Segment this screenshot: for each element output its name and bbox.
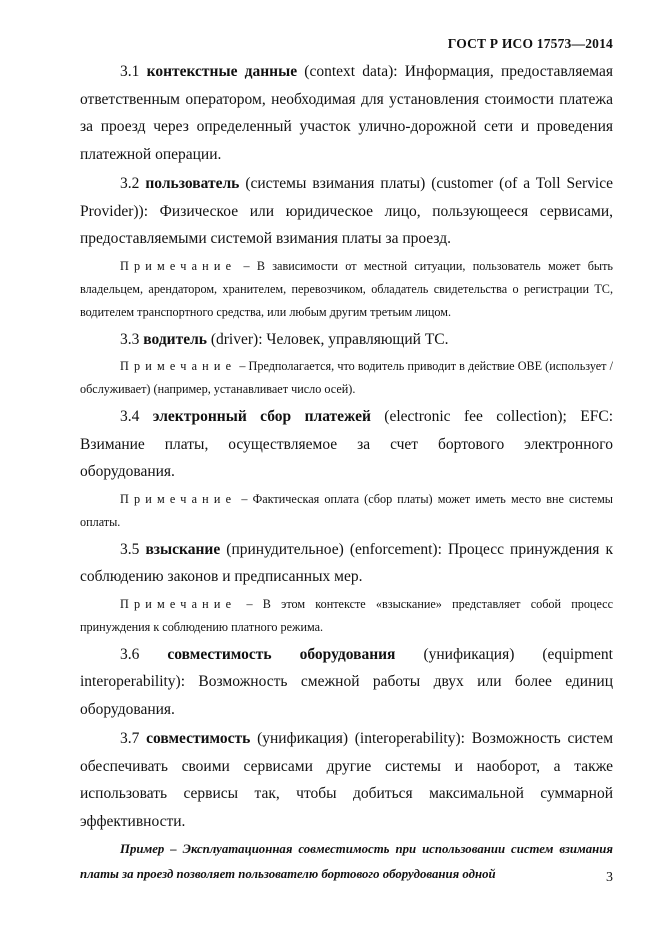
definition-text: (driver): Человек, управляющий ТС. <box>206 330 449 348</box>
note-text: – Фактическая оплата (сбор платы) может иметь место вне системы оплаты. <box>80 491 613 529</box>
document-body <box>80 58 613 887</box>
definition-3-6 <box>80 641 613 724</box>
entry-number: 3.4 <box>120 408 140 425</box>
definition-text: (electronic fee collection); EFC: Взимание платы, осуществляемое за счет бортового электронного оборудования. <box>80 408 614 480</box>
note-text: – В зависимости от местной ситуации, пользователь может быть владельцем, арендатором, хранителем, перевозчиком, обладатель свидетельства о регистрации ТС, водителем транспортного средства, или любым другим третьим лицом. <box>80 258 613 319</box>
definition-text: (унификация) (equipment interoperability): Возможность смежной работы двух или более единиц оборудования. <box>80 645 613 718</box>
note-label: Примечание <box>120 596 237 611</box>
note-label: Примечание <box>120 258 237 273</box>
entry-number: 3.7 <box>120 730 140 747</box>
definition-3-2 <box>80 170 613 253</box>
note-3-4 <box>80 488 613 534</box>
entry-number: 3.6 <box>120 645 140 663</box>
note-label: Примечание <box>120 491 237 506</box>
standard-header: ГОСТ Р ИСО 17573—2014 <box>447 36 613 51</box>
term-name: совместимость оборудования <box>167 645 396 663</box>
definition-text: (принудительное) (enforcement): Процесс принуждения к соблюдению законов и предписанных мер. <box>80 540 613 585</box>
term-name: водитель <box>143 330 207 348</box>
definition-3-1 <box>80 58 613 168</box>
definition-text: (системы взимания платы) (customer (of a Toll Service Provider)): Физическое или юридическое лицо, пользующееся сервисами, предоставляемыми системой взимания платы за проезд. <box>80 175 613 247</box>
definition-3-7 <box>80 725 613 835</box>
term-name: электронный сбор платежей <box>152 408 371 425</box>
definition-text: (унификация) (interoperability): Возможность систем обеспечивать своими сервисами другие системы и наоборот, а также использовать сервисы так, чтобы добиться максимальной суммарной эффективности. <box>80 730 614 830</box>
term-name: совместимость <box>146 730 251 747</box>
definition-text: (context data): Информация, предоставляемая ответственным оператором, необходимая для установления стоимости платежа за проезд через определенный участок улично-дорожной сети и проведения платежной операции. <box>80 63 614 163</box>
note-3-5 <box>80 593 613 639</box>
term-name: взыскание <box>145 540 221 558</box>
note-text: – В этом контексте «взыскание» представляет собой процесс принуждения к соблюдению платного режима. <box>80 596 613 634</box>
entry-number: 3.3 <box>120 330 140 348</box>
note-3-3 <box>80 355 613 401</box>
note-3-2 <box>80 255 613 324</box>
definition-3-5 <box>80 536 613 591</box>
definition-3-4 <box>80 403 613 486</box>
example-paragraph: Пример – Эксплуатационная совместимость при использовании систем взимания платы за проезд позволяет пользователю бортового оборудования одной <box>80 842 613 881</box>
note-text: – Предполагается, что водитель приводит в действие OBE (использует / обслуживает) (например, устанавливает число осей). <box>80 359 613 396</box>
definition-3-3 <box>80 326 613 354</box>
term-name: контекстные данные <box>146 63 298 80</box>
entry-number: 3.5 <box>120 540 140 558</box>
note-label: Примечание <box>120 359 237 373</box>
entry-number: 3.1 <box>120 63 140 80</box>
page-number: 3 <box>606 870 613 885</box>
entry-number: 3.2 <box>120 175 140 192</box>
term-name: пользователь <box>145 175 240 192</box>
